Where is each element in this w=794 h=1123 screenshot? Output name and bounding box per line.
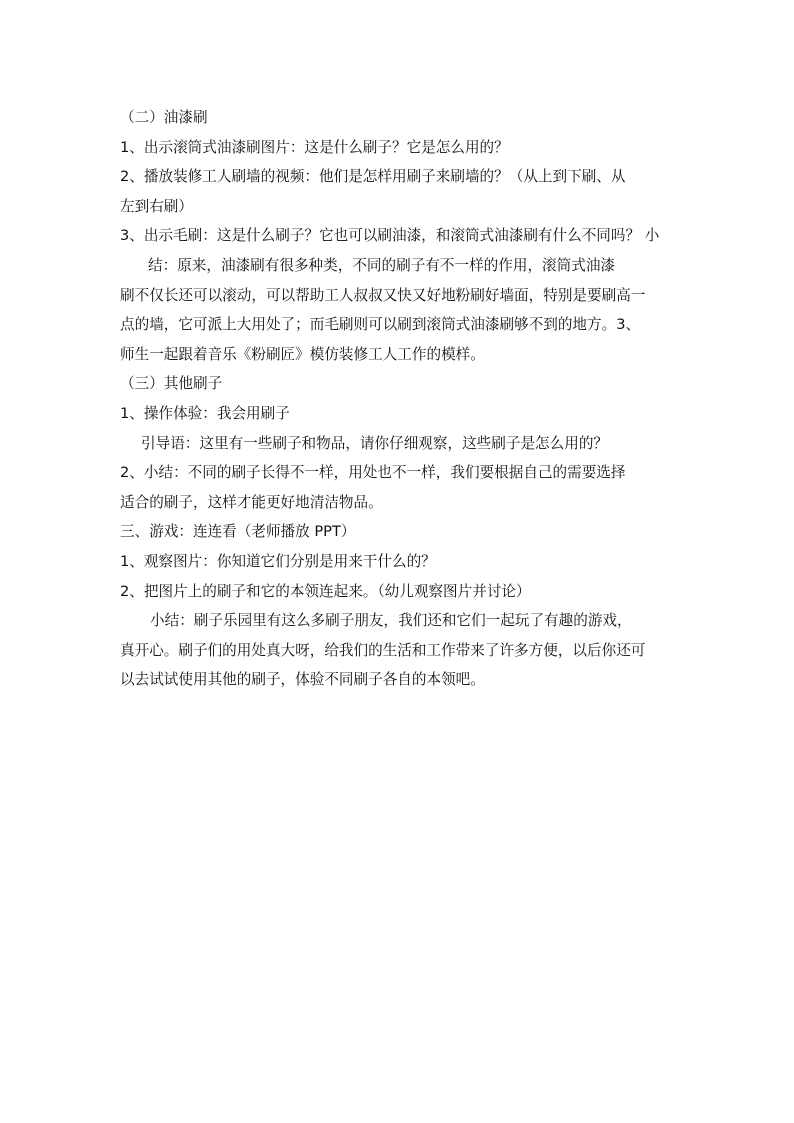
paragraph-line: 适合的刷子，这样才能更好地清洁物品。 [120,493,383,511]
paragraph-line: 3、出示毛刷：这是什么刷子？它也可以刷油漆，和滚筒式油漆刷有什么不同吗？ 小 [120,227,660,245]
summary-line: 结：原来，油漆刷有很多种类，不同的刷子有不一样的作用，滚筒式油漆 [148,256,616,274]
paragraph-line: 以去试试使用其他的刷子，体验不同刷子各自的本领吧。 [120,671,485,689]
paragraph-line: 1、观察图片：你知道它们分别是用来干什么的？ [120,552,436,570]
paragraph-line: 2、小结：不同的刷子长得不一样，用处也不一样，我们要根据自己的需要选择 [120,464,626,482]
summary-line: 小结：刷子乐园里有这么多刷子朋友，我们还和它们一起玩了有趣的游戏， [150,612,632,630]
section-heading-other-brushes: （三）其他刷子 [120,375,223,393]
guide-line: 引导语：这里有一些刷子和物品，请你仔细观察，这些刷子是怎么用的？ [141,434,609,452]
paragraph-line: 左到右刷） [120,197,193,215]
paragraph-line: 真开心。刷子们的用处真大呀，给我们的生活和工作带来了许多方便，以后你还可 [120,641,646,659]
paragraph-line: 2、把图片上的刷子和它的本领连起来。（幼儿观察图片并讨论） [120,582,531,600]
document-body [120,103,690,695]
section-heading-oil-brush: （二）油漆刷 [120,109,208,126]
paragraph-line: 1、操作体验：我会用刷子 [120,404,290,422]
paragraph-line: 刷不仅长还可以滚动，可以帮助工人叔叔又快又好地粉刷好墙面，特别是要刷高一 [120,286,646,304]
paragraph-line: 师生一起跟着音乐《粉刷匠》模仿装修工人工作的模样。 [120,345,485,363]
paragraph-line: 1、出示滚筒式油漆刷图片：这是什么刷子？它是怎么用的？ [120,138,509,156]
paragraph-line: 2、播放装修工人刷墙的视频：他们是怎样用刷子来刷墙的？（从上到下刷、从 [120,168,626,186]
paragraph-line: 点的墙，它可派上大用处了；而毛刷则可以刷到滚筒式油漆刷够不到的地方。3、 [120,316,641,334]
section-heading-game: 三、游戏：连连看（老师播放 PPT） [120,523,356,541]
